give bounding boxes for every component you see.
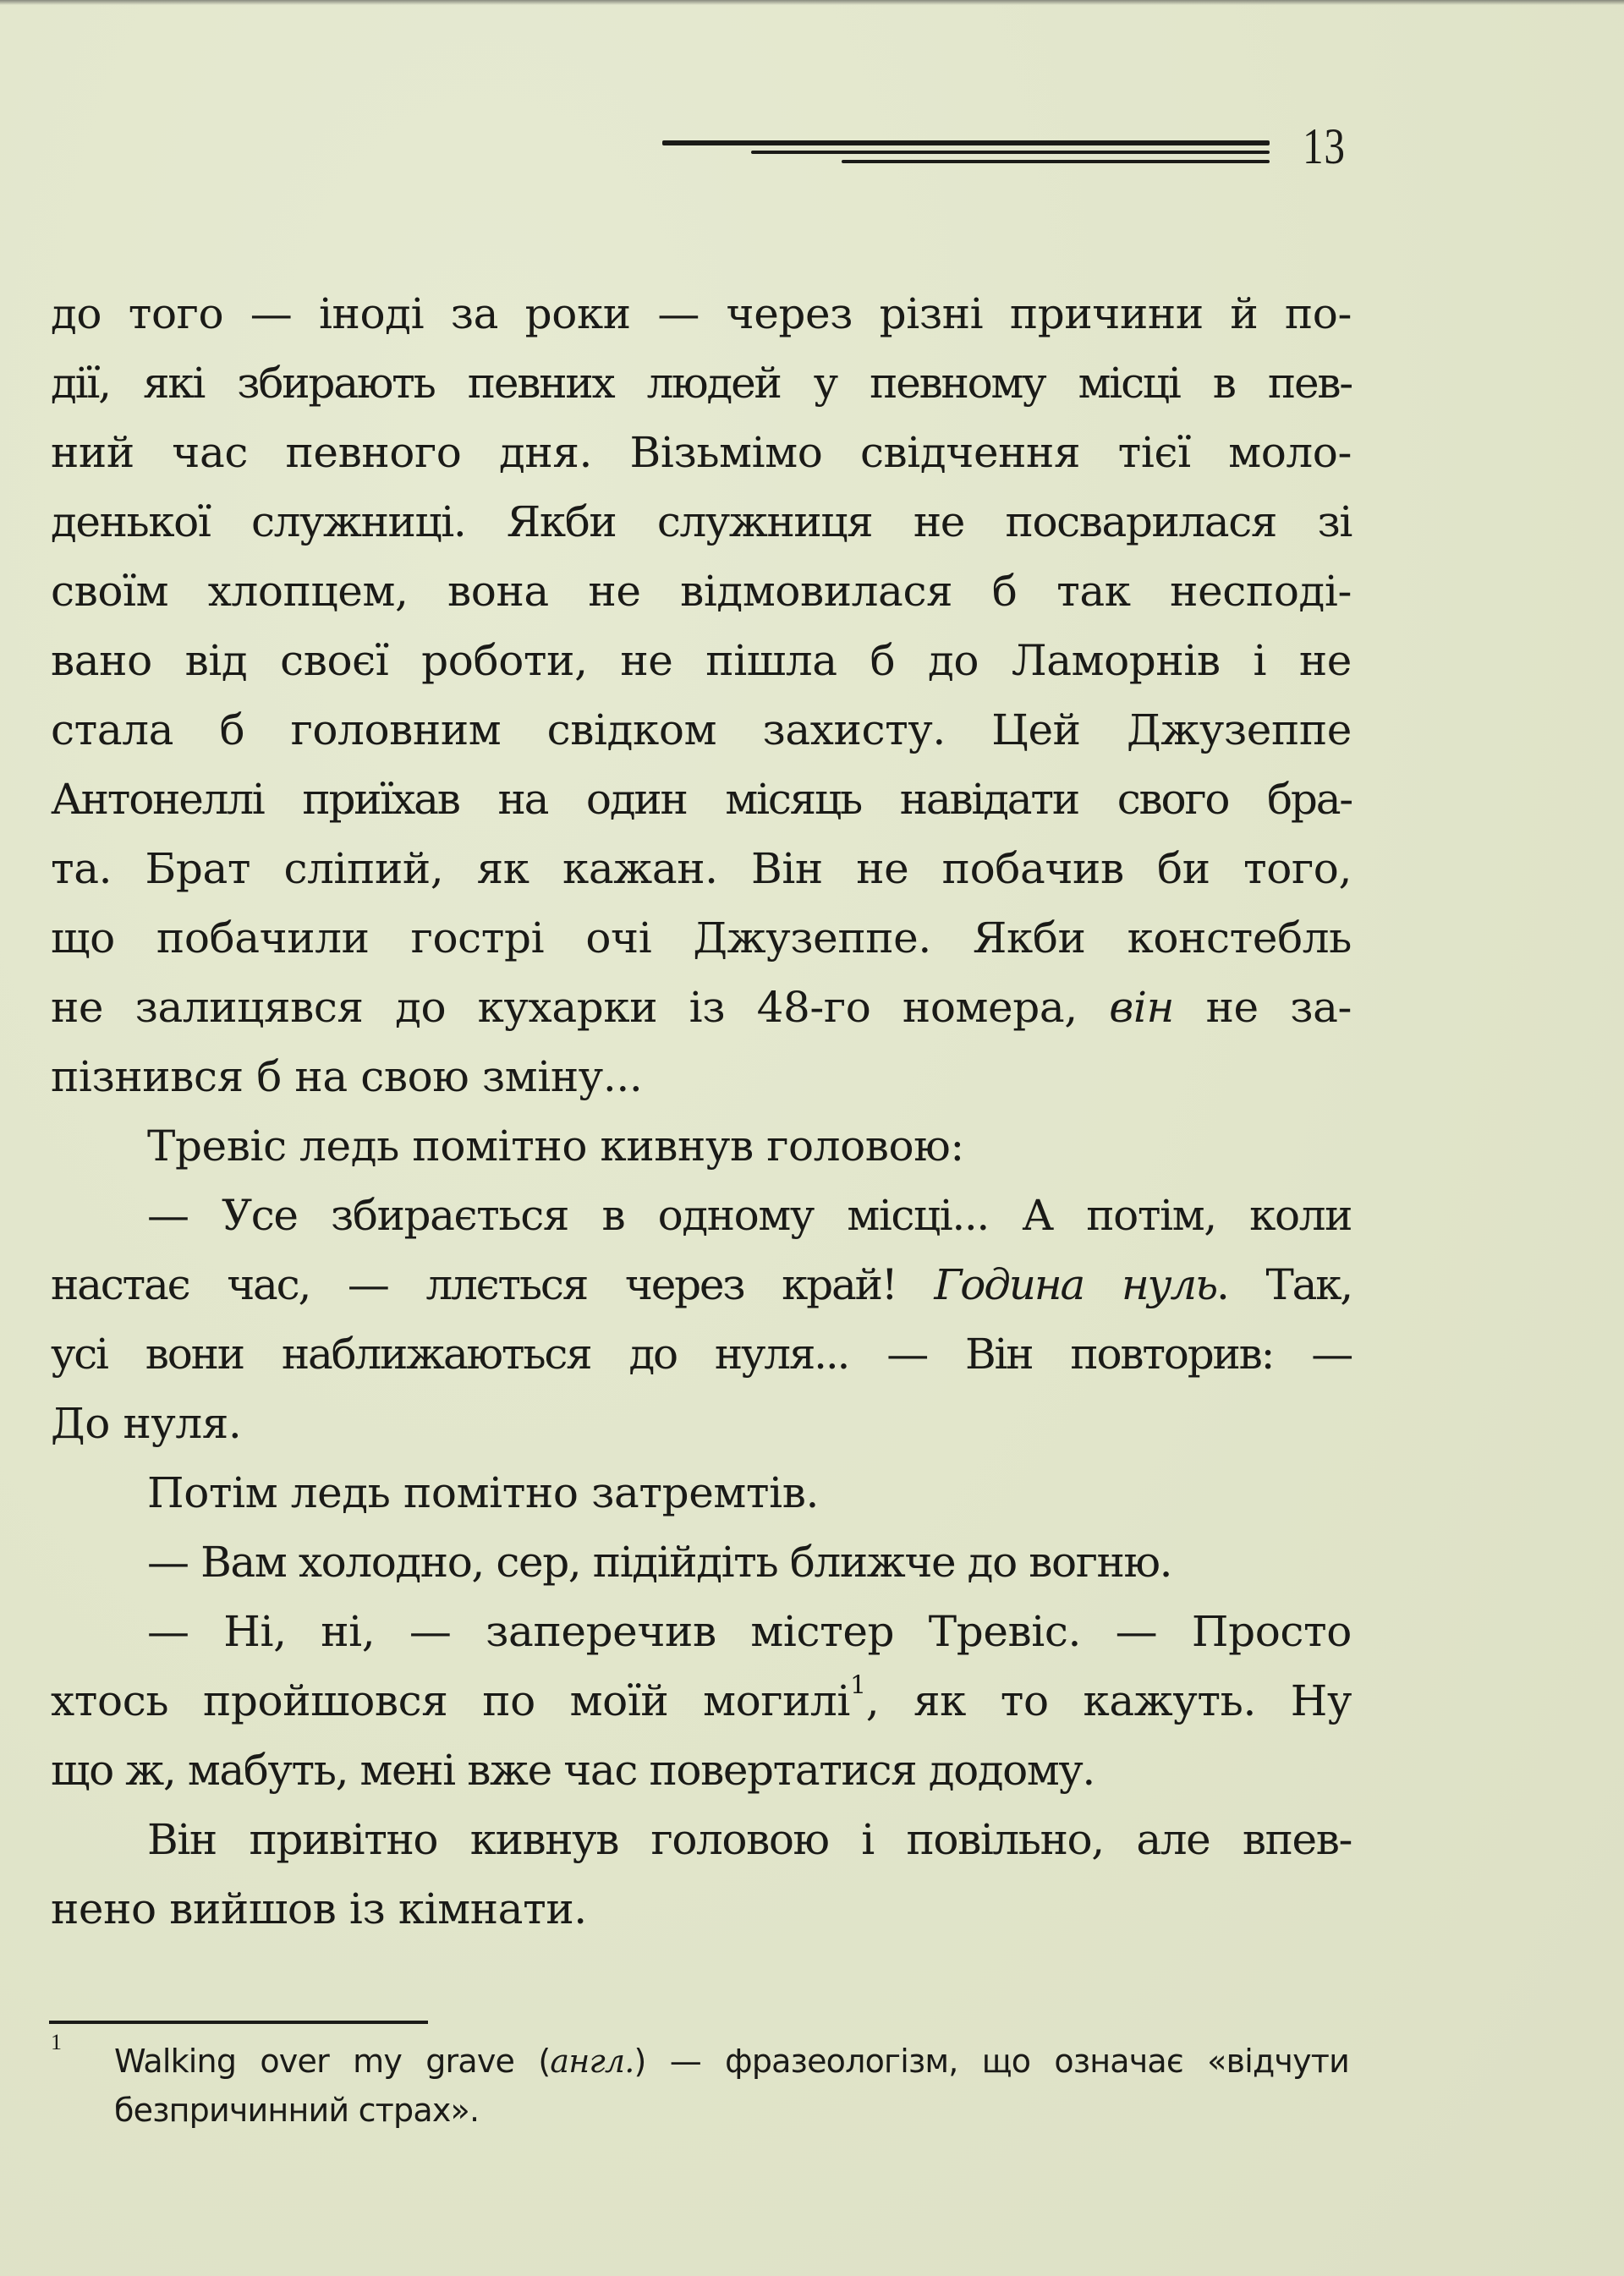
text-run: Він привітно кивнув головою і повільно, але впев-: [147, 1815, 1352, 1864]
text-line: [51, 1319, 1352, 1389]
text-line: [51, 279, 1352, 348]
text-run: не залицявся до кухарки із 48-го номера,: [51, 983, 1110, 1032]
text-run: дії, які збирають певних людей у певному місці в пев-: [51, 359, 1352, 408]
text-line: [51, 1111, 1352, 1181]
text-line: [51, 626, 1352, 695]
text-line: [51, 1458, 1352, 1527]
text-line: [51, 834, 1352, 903]
text-run: вано від своєї роботи, не пішла б до Ламорнів і не: [51, 636, 1352, 685]
text-line: [51, 1389, 1352, 1458]
header-rule-1: [662, 140, 1270, 145]
text-line: [51, 973, 1352, 1042]
text-line: [51, 1527, 1352, 1597]
text-run: — Усе збирається в одному місці... А потім, коли: [147, 1191, 1352, 1240]
text-run: . Так,: [1216, 1260, 1352, 1309]
text-run: настає час, — ллється через край!: [51, 1260, 935, 1309]
text-run: своїм хлопцем, вона не відмовилася б так несподі-: [51, 567, 1352, 616]
italic-text: він: [1109, 983, 1175, 1032]
text-line: [51, 1597, 1352, 1666]
text-line: [51, 487, 1352, 557]
italic-text: Година нуль: [934, 1260, 1217, 1309]
text-run: та. Брат сліпий, як кажан. Він не побачив би того,: [51, 844, 1352, 893]
text-line: [51, 1736, 1352, 1805]
text-line: [51, 418, 1352, 487]
text-run: До нуля.: [51, 1399, 242, 1448]
text-line: [51, 1874, 1352, 1944]
text-run: — Вам холодно, сер, підійдіть ближче до вогню.: [147, 1538, 1172, 1587]
text-line: [51, 695, 1352, 765]
header-rule-3: [842, 160, 1270, 163]
text-run: Антонеллі приїхав на один місяць навідати свого бра-: [51, 775, 1352, 824]
italic-text: англ.: [550, 2043, 634, 2080]
text-run: , як то кажуть. Ну: [865, 1676, 1352, 1725]
header-rule-2: [751, 151, 1270, 154]
text-line: [51, 1666, 1352, 1736]
footnote-line: [114, 2086, 1349, 2135]
text-run: не за-: [1174, 983, 1352, 1032]
text-line: [51, 765, 1352, 834]
text-run: що ж, мабуть, мені вже час повертатися додому.: [51, 1746, 1095, 1795]
text-run: до того — іноді за роки — через різні причини й по-: [51, 289, 1352, 338]
text-run: Потім ледь помітно затремтів.: [147, 1468, 820, 1517]
footnote-separator-rule: [49, 2021, 428, 2024]
text-line: [51, 903, 1352, 973]
text-run: пізнився б на свою зміну...: [51, 1052, 643, 1101]
text-run: що побачили гострі очі Джузеппе. Якби констебль: [51, 913, 1352, 963]
footnote-reference: 1: [850, 1670, 866, 1701]
text-line: [51, 1805, 1352, 1874]
text-run: нено вийшов із кімнати.: [51, 1884, 587, 1933]
text-line: [51, 1042, 1352, 1111]
text-line: [51, 1181, 1352, 1250]
footnote-marker: 1: [51, 2030, 62, 2054]
footnote-line: [114, 2037, 1349, 2086]
text-run: усі вони наближаються до нуля... — Він повторив: —: [51, 1330, 1352, 1379]
text-run: хтось пройшовся по моїй могилі: [51, 1676, 851, 1725]
text-line: [51, 348, 1352, 418]
text-line: [51, 557, 1352, 626]
text-run: Walking over my grave (: [114, 2043, 551, 2080]
text-line: [51, 1250, 1352, 1319]
text-run: стала б головним свідком захисту. Цей Джузеппе: [51, 705, 1352, 754]
text-run: ний час певного дня. Візьмімо свідчення тієї моло-: [51, 428, 1352, 477]
text-run: — Ні, ні, — заперечив містер Тревіс. — Просто: [147, 1607, 1352, 1656]
text-run: безпричинний страх».: [114, 2092, 480, 2129]
text-run: Тревіс ледь помітно кивнув головою:: [147, 1122, 964, 1171]
page-number: 13: [1303, 118, 1346, 174]
text-run: денької служниці. Якби служниця не посварилася зі: [51, 497, 1352, 546]
text-run: ) — фразеологізм, що означає «відчути: [634, 2043, 1349, 2080]
